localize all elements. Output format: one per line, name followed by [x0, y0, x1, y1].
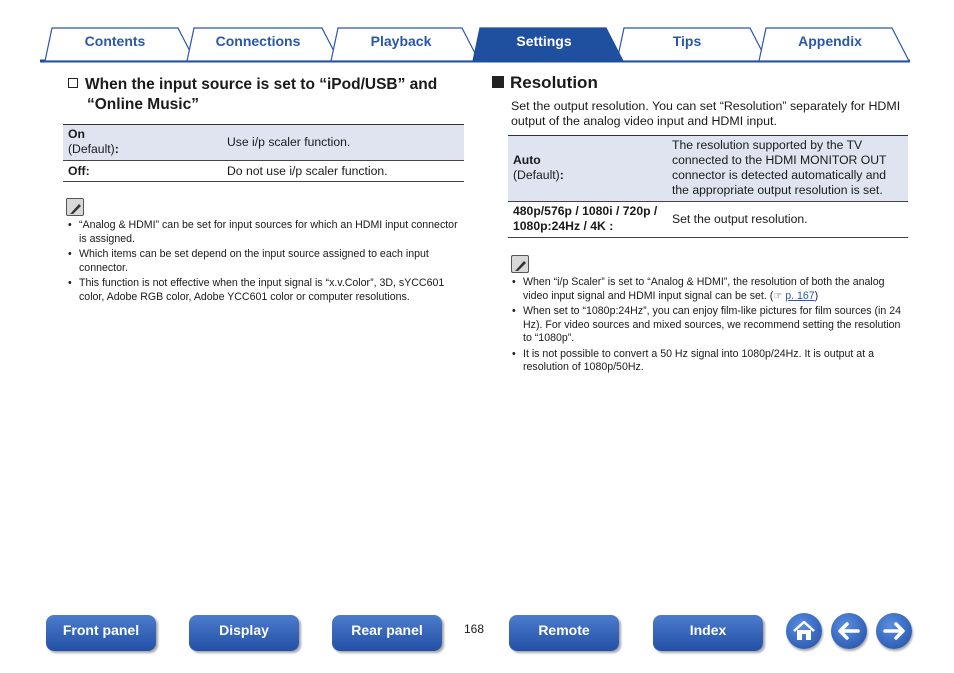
option-default-label: (Default) [68, 142, 115, 156]
note-pencil-icon [66, 198, 84, 216]
list-item: • Which items can be set depend on the input source assigned to each input connector. [68, 248, 463, 275]
note-pencil-icon [511, 255, 529, 273]
resolution-options-table [508, 135, 908, 238]
list-item: • When “i/p Scaler” is set to “Analog & HDMI”, the resolution of both the analog video input signal and HDMI input signal can be set. (☞ p. 167) [512, 276, 910, 303]
subsection-heading: When the input source is set to “iPod/USB” and “Online Music” [68, 75, 468, 115]
table-row [508, 202, 908, 238]
table-row: On (Default): [63, 125, 464, 161]
page-number: 168 [464, 622, 485, 636]
square-bullet-icon [492, 76, 504, 88]
option-description: Set the output resolution. [672, 212, 808, 226]
list-item: • When set to “1080p:24Hz”, you can enjoy film-like pictures for film sources (in 24 Hz). For video sources and mixed sources, we recommend setting the resolution to “1080p”. [512, 305, 910, 346]
list-item: • “Analog & HDMI” can be set for input sources for which an HDMI input connector is assigned. [68, 219, 463, 246]
index-button[interactable]: Index [653, 615, 763, 651]
forward-arrow-icon [876, 613, 912, 649]
tab-contents[interactable]: Contents [84, 33, 146, 49]
tab-settings[interactable]: Settings [516, 33, 572, 49]
rear-panel-button[interactable]: Rear panel [332, 615, 442, 651]
tab-connections[interactable]: Connections [215, 33, 301, 49]
tab-playback[interactable]: Playback [370, 33, 432, 49]
checkbox-bullet-icon [68, 78, 78, 88]
left-notes-list [68, 219, 463, 306]
home-button[interactable] [786, 613, 822, 649]
list-item: • It is not possible to convert a 50 Hz signal into 1080p/24Hz. It is output at a resolution of 1080p/50Hz. [512, 348, 910, 375]
option-description: Do not use i/p scaler function. [227, 164, 388, 178]
right-notes-list [512, 276, 910, 377]
tab-tips[interactable]: Tips [672, 33, 702, 49]
scaler-options-table [63, 124, 464, 182]
option-name: Off [68, 164, 86, 178]
reference-page-icon: ☞ [773, 290, 783, 302]
page-link[interactable]: p. 167 [785, 289, 815, 302]
tab-bar-shapes [0, 0, 954, 64]
list-item: • This function is not effective when the input signal is “x.v.Color”, 3D, sYCC601 color, Adobe RGB color, Adobe YCC601 color or computer resolutions. [68, 277, 463, 304]
option-name: Auto [513, 153, 541, 167]
tab-bar [0, 0, 954, 64]
tab-appendix[interactable]: Appendix [798, 33, 862, 49]
section-intro: Set the output resolution. You can set “Resolution” separately for HDMI output of the analog video input and HDMI input. [511, 99, 901, 129]
option-name: 480p/576p / 1080i / 720p / 1080p:24Hz / 4K : [513, 204, 658, 233]
option-description: The resolution supported by the TV connected to the HDMI MONITOR OUT connector is detected automatically and the appropriate output resolution is set. [672, 138, 887, 197]
option-description: Use i/p scaler function. [227, 135, 351, 149]
display-button[interactable]: Display [189, 615, 299, 651]
forward-button[interactable] [876, 613, 912, 649]
table-row: Off: Do not use i/p scaler function. [63, 161, 464, 182]
option-default-label: (Default) [513, 168, 560, 182]
front-panel-button[interactable]: Front panel [46, 615, 156, 651]
remote-button[interactable]: Remote [509, 615, 619, 651]
home-icon [786, 613, 822, 649]
section-heading: Resolution [492, 73, 598, 93]
back-button[interactable] [831, 613, 867, 649]
back-arrow-icon [831, 613, 867, 649]
table-row: Auto (Default): The resolution supported by the TV connected to the HDMI MONITOR OUT connector is detected automatically and the appropriate output resolution is set. [508, 136, 908, 202]
option-name: On [68, 127, 85, 141]
